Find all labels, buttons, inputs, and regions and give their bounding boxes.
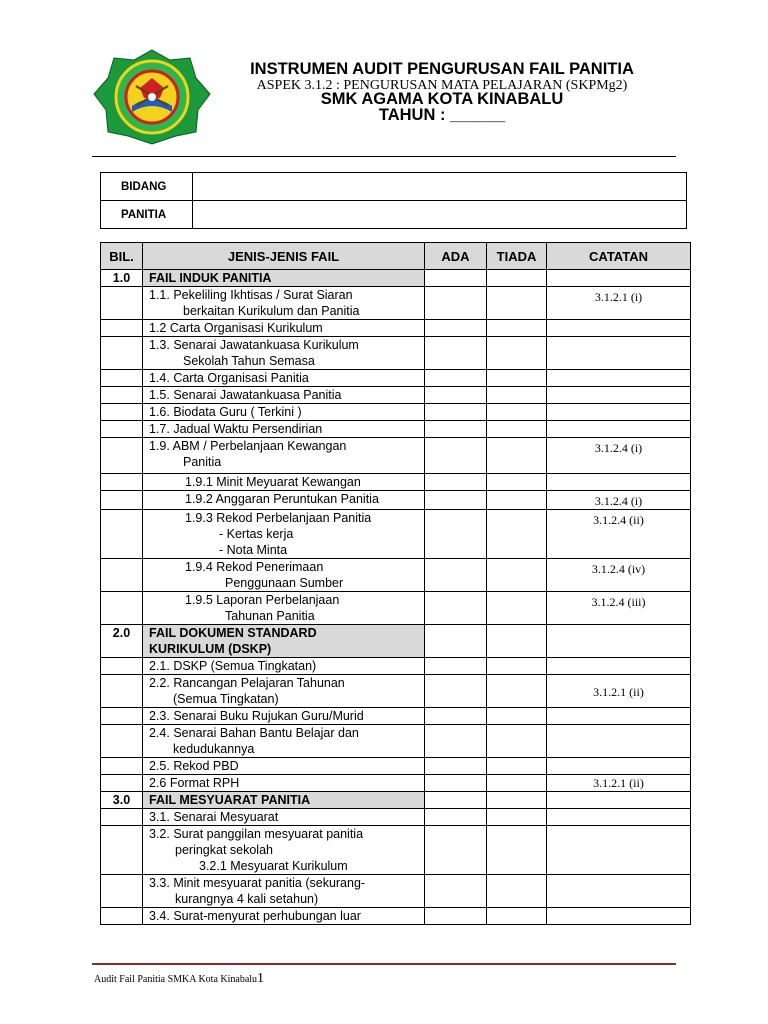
catatan-cell [547, 809, 691, 826]
item-text: 1.6. Biodata Guru ( Terkini ) [143, 404, 425, 421]
row-number: 1.0 [101, 270, 143, 287]
info-table [100, 172, 687, 229]
tiada-cell[interactable] [487, 404, 547, 421]
catatan-cell [547, 404, 691, 421]
catatan-cell [547, 337, 691, 370]
catatan-cell [547, 270, 691, 287]
ada-cell[interactable] [425, 370, 487, 387]
tiada-cell[interactable] [487, 287, 547, 320]
row-number: 2.0 [101, 625, 143, 658]
bidang-field[interactable] [193, 173, 687, 201]
panitia-label: PANITIA [101, 201, 193, 229]
ada-cell[interactable] [425, 758, 487, 775]
catatan-cell: 3.1.2.1 (ii) [547, 775, 691, 792]
item-text-cont: Penggunaan Sumber [225, 576, 344, 590]
header-jenis-fail: JENIS-JENIS FAIL [143, 243, 425, 270]
page-number: 1 [257, 971, 265, 986]
item-text: 1.9. ABM / Perbelanjaan Kewangan [149, 439, 347, 453]
catatan-cell [547, 387, 691, 404]
table-row [101, 438, 691, 474]
item-text: 2.3. Senarai Buku Rujukan Guru/Murid [143, 708, 425, 725]
tiada-cell[interactable] [487, 625, 547, 658]
item-text: 1.9.3 Rekod Perbelanjaan Panitia [185, 511, 372, 525]
section-title: FAIL DOKUMEN STANDARD [149, 626, 317, 640]
tiada-cell[interactable] [487, 491, 547, 510]
section-row [101, 625, 691, 658]
item-text: 2.6 Format RPH [143, 775, 425, 792]
item-text: 2.2. Rancangan Pelajaran Tahunan [149, 676, 345, 690]
tiada-cell[interactable] [487, 387, 547, 404]
item-text: 2.1. DSKP (Semua Tingkatan) [143, 658, 425, 675]
item-text: 3.1. Senarai Mesyuarat [143, 809, 425, 826]
ada-cell[interactable] [425, 270, 487, 287]
tiada-cell[interactable] [487, 370, 547, 387]
header-divider [92, 156, 676, 157]
catatan-cell [547, 758, 691, 775]
tiada-cell[interactable] [487, 875, 547, 908]
ada-cell[interactable] [425, 875, 487, 908]
header-bil: BIL. [101, 243, 143, 270]
catatan-cell [547, 792, 691, 809]
bidang-row [101, 173, 687, 201]
tiada-cell[interactable] [487, 908, 547, 925]
bidang-label: BIDANG [101, 173, 193, 201]
tiada-cell[interactable] [487, 775, 547, 792]
section-title-cont: KURIKULUM (DSKP) [149, 642, 272, 656]
table-row [101, 337, 691, 370]
item-text: 2.4. Senarai Bahan Bantu Belajar dan [149, 726, 359, 740]
item-text-cont: kedudukannya [173, 742, 255, 756]
item-text: 2.5. Rekod PBD [143, 758, 425, 775]
tiada-cell[interactable] [487, 658, 547, 675]
item-text-cont: Sekolah Tahun Semasa [183, 354, 315, 368]
tiada-cell[interactable] [487, 725, 547, 758]
catatan-cell [547, 421, 691, 438]
section-row [101, 792, 691, 809]
ada-cell[interactable] [425, 592, 487, 625]
catatan-cell [547, 658, 691, 675]
table-row [101, 592, 691, 625]
tiada-cell[interactable] [487, 826, 547, 875]
table-row [101, 775, 691, 792]
table-row [101, 658, 691, 675]
item-text: 3.2. Surat panggilan mesyuarat panitia [149, 827, 364, 841]
catatan-cell: 3.1.2.1 (i) [547, 287, 691, 320]
footer-divider [92, 963, 676, 965]
table-header-row [101, 243, 691, 270]
table-row [101, 908, 691, 925]
tiada-cell[interactable] [487, 592, 547, 625]
section-title: FAIL MESYUARAT PANITIA [143, 792, 425, 809]
item-text: 1.9.1 Minit Meyuarat Kewangan [185, 475, 361, 489]
item-text: 1.9.4 Rekod Penerimaan [185, 560, 324, 574]
ada-cell[interactable] [425, 491, 487, 510]
table-row [101, 320, 691, 337]
item-text: 1.1. Pekeliling Ikhtisas / Surat Siaran [149, 288, 353, 302]
catatan-cell [547, 875, 691, 908]
ada-cell[interactable] [425, 625, 487, 658]
item-text-cont: berkaitan Kurikulum dan Panitia [183, 304, 360, 318]
item-text-cont: (Semua Tingkatan) [173, 692, 279, 706]
item-text-cont: Panitia [183, 455, 222, 469]
section-title: FAIL INDUK PANITIA [143, 270, 425, 287]
catatan-cell [547, 708, 691, 725]
tiada-cell[interactable] [487, 758, 547, 775]
item-subtext: - Nota Minta [219, 543, 288, 557]
ada-cell[interactable] [425, 559, 487, 592]
table-row [101, 826, 691, 875]
panitia-field[interactable] [193, 201, 687, 229]
item-text: 3.3. Minit mesyuarat panitia (sekurang- [149, 876, 366, 890]
ada-cell[interactable] [425, 775, 487, 792]
catatan-cell [547, 725, 691, 758]
table-row [101, 370, 691, 387]
item-text: 1.3. Senarai Jawatankuasa Kurikulum [149, 338, 359, 352]
ada-cell[interactable] [425, 510, 487, 559]
catatan-cell: 3.1.2.4 (i) [547, 491, 691, 510]
ada-cell[interactable] [425, 320, 487, 337]
item-subtext: - Kertas kerja [219, 527, 294, 541]
ada-cell[interactable] [425, 421, 487, 438]
table-row [101, 404, 691, 421]
ada-cell[interactable] [425, 826, 487, 875]
table-row [101, 875, 691, 908]
catatan-cell: 3.1.2.4 (i) [547, 438, 691, 474]
footer-text: Audit Fail Panitia SMKA Kota Kinabalu [94, 974, 258, 985]
table-row [101, 708, 691, 725]
ada-cell[interactable] [425, 792, 487, 809]
tiada-cell[interactable] [487, 708, 547, 725]
tiada-cell[interactable] [487, 675, 547, 708]
table-row [101, 725, 691, 758]
ada-cell[interactable] [425, 809, 487, 826]
table-row [101, 491, 691, 510]
item-text: 1.4. Carta Organisasi Panitia [143, 370, 425, 387]
tiada-cell[interactable] [487, 792, 547, 809]
ada-cell[interactable] [425, 404, 487, 421]
table-row [101, 287, 691, 320]
school-crest-logo [92, 48, 212, 146]
item-text: 3.4. Surat-menyurat perhubungan luar [143, 908, 425, 925]
tiada-cell[interactable] [487, 510, 547, 559]
item-text: 1.9.5 Laporan Perbelanjaan [185, 593, 340, 607]
ada-cell[interactable] [425, 675, 487, 708]
catatan-cell [547, 908, 691, 925]
catatan-cell [547, 474, 691, 491]
item-text: 1.9.2 Anggaran Peruntukan Panitia [185, 492, 379, 506]
row-number: 3.0 [101, 792, 143, 809]
tahun-line: TAHUN : ______ [378, 106, 506, 124]
catatan-cell: 3.1.2.4 (ii) [547, 510, 691, 559]
catatan-cell [547, 320, 691, 337]
ada-cell[interactable] [425, 708, 487, 725]
ada-cell[interactable] [425, 908, 487, 925]
ada-cell[interactable] [425, 438, 487, 474]
catatan-cell: 3.1.2.1 (ii) [547, 675, 691, 708]
ada-cell[interactable] [425, 474, 487, 491]
audit-table [100, 242, 691, 925]
table-row [101, 809, 691, 826]
ada-cell[interactable] [425, 287, 487, 320]
header-tiada: TIADA [487, 243, 547, 270]
tiada-cell[interactable] [487, 270, 547, 287]
section-row [101, 270, 691, 287]
tiada-cell[interactable] [487, 474, 547, 491]
header-catatan: CATATAN [547, 243, 691, 270]
ada-cell[interactable] [425, 658, 487, 675]
table-row [101, 758, 691, 775]
tiada-cell[interactable] [487, 337, 547, 370]
item-text: 1.2 Carta Organisasi Kurikulum [143, 320, 425, 337]
table-row [101, 510, 691, 559]
catatan-cell: 3.1.2.4 (iv) [547, 559, 691, 592]
table-row [101, 675, 691, 708]
catatan-cell [547, 826, 691, 875]
table-row [101, 387, 691, 404]
tiada-cell[interactable] [487, 320, 547, 337]
table-row [101, 559, 691, 592]
tiada-cell[interactable] [487, 421, 547, 438]
ada-cell[interactable] [425, 725, 487, 758]
tiada-cell[interactable] [487, 438, 547, 474]
catatan-cell: 3.1.2.4 (iii) [547, 592, 691, 625]
item-text: 1.7. Jadual Waktu Persendirian [143, 421, 425, 438]
item-text-cont: peringkat sekolah [175, 843, 273, 857]
catatan-cell [547, 370, 691, 387]
form-title: INSTRUMEN AUDIT PENGURUSAN FAIL PANITIA [250, 60, 634, 78]
item-text: 1.5. Senarai Jawatankuasa Panitia [143, 387, 425, 404]
header-ada: ADA [425, 243, 487, 270]
ada-cell[interactable] [425, 387, 487, 404]
item-subtext: 3.2.1 Mesyuarat Kurikulum [199, 859, 348, 873]
table-row [101, 421, 691, 438]
panitia-row [101, 201, 687, 229]
ada-cell[interactable] [425, 337, 487, 370]
school-name: SMK AGAMA KOTA KINABALU [320, 90, 564, 108]
catatan-cell [547, 625, 691, 658]
table-row [101, 474, 691, 491]
item-text-cont: Tahunan Panitia [225, 609, 315, 623]
tiada-cell[interactable] [487, 559, 547, 592]
item-text-cont: kurangnya 4 kali setahun) [175, 892, 319, 906]
page-footer [94, 971, 264, 987]
tiada-cell[interactable] [487, 809, 547, 826]
aspek-subtitle: ASPEK 3.1.2 : PENGURUSAN MATA PELAJARAN (SKPMg2) [256, 78, 628, 93]
